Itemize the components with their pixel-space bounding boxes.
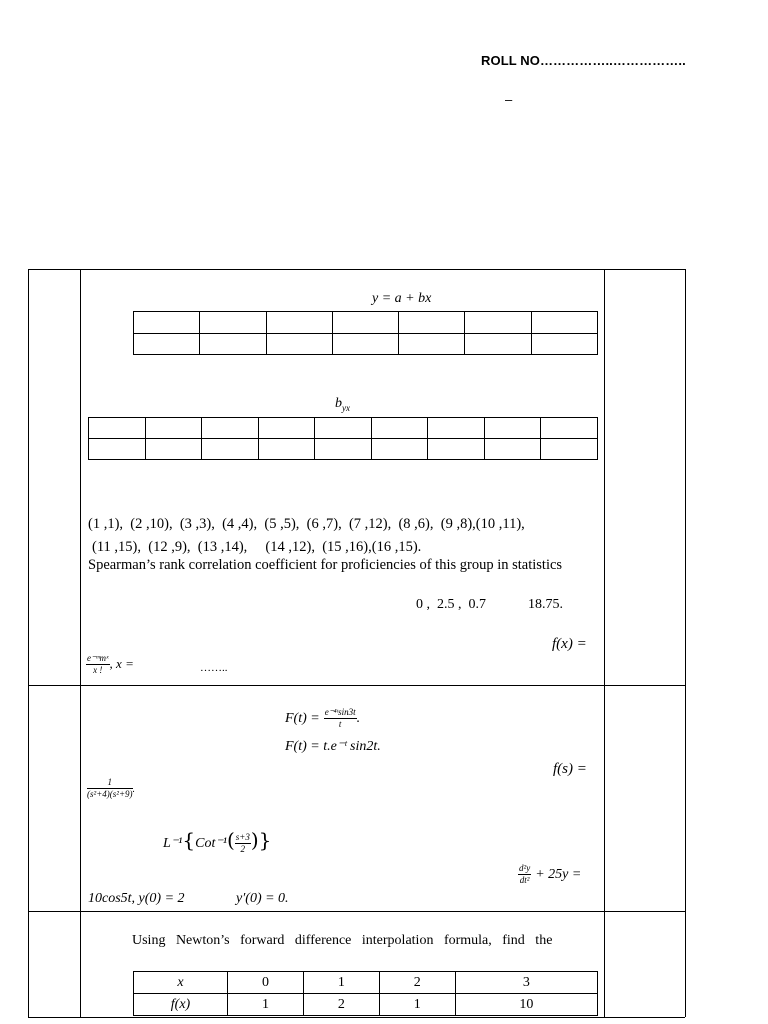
table-cell: 2 [379, 972, 455, 994]
byx-table [88, 417, 598, 460]
Ft-expression-2: F(t) = t.e⁻ᵗ sin2t. [285, 739, 381, 754]
table-row [134, 972, 598, 994]
fx-label: f(x) = [552, 636, 587, 652]
initial-condition-a: 10cos5t, y(0) = 2 [88, 891, 185, 906]
header-dash: – [505, 92, 513, 107]
pairs-line-1: (1 ,1), (2 ,10), (3 ,3), (4 ,4), (5 ,5), (6 ,7), (7 ,12), (8 ,6), (9 ,8),(10 ,11), [88, 516, 525, 532]
initial-condition-b: y′(0) = 0. [236, 891, 289, 906]
byx-label: $b_{yx}$ [335, 396, 350, 413]
table-cell: f(x) [134, 994, 228, 1016]
newton-data-table [133, 971, 598, 1016]
blank-dots: …….. [200, 662, 228, 674]
regression-table [133, 311, 598, 355]
table-cell: 3 [455, 972, 597, 994]
given-values: 0 , 2.5 , 0.7 [416, 597, 486, 612]
table-cell: 1 [303, 972, 379, 994]
Ft-expression-1: F(t) = $\frac{\text{e⁻⁴ᵗsin3t}}{t}$ . [285, 707, 361, 729]
table-cell: 2 [303, 994, 379, 1016]
table-row [134, 333, 598, 355]
table-row [134, 994, 598, 1016]
fs-fraction: $\frac{1}{\text{(s²+4)(s²+9)}}$ . [87, 777, 136, 799]
given-value-2: 18.75. [528, 597, 563, 612]
inverse-laplace-expression: L⁻¹{Cot⁻¹( $\frac{s+3}{2}$ )} [163, 828, 272, 854]
table-cell: 1 [228, 994, 304, 1016]
regression-formula: y = a + bx [372, 291, 432, 306]
table-cell: 0 [228, 972, 304, 994]
table-row [89, 418, 598, 439]
table-cell: 10 [455, 994, 597, 1016]
spearman-text: Spearman’s rank correlation coefficient for proficiencies of this group in statistics [88, 557, 563, 573]
poisson-expression: $\frac{\text{e⁻ᵐmˣ}}{x !}$ , x = [87, 653, 134, 675]
table-row [134, 312, 598, 334]
table-cell: x [134, 972, 228, 994]
fs-label: f(s) = [553, 761, 587, 777]
newton-question-text: Using Newton’s forward difference interpolation formula, find the [132, 933, 553, 948]
table-row [89, 439, 598, 460]
pairs-line-2: (11 ,15), (12 ,9), (13 ,14), (14 ,12), (15 ,16),(16 ,15). [92, 539, 422, 555]
roll-number-label: ROLL NO……………..…………….. [481, 53, 686, 68]
table-cell: 1 [379, 994, 455, 1016]
differential-equation: $\frac{\text{d²y}}{\text{dt²}}$ + 25y = [519, 863, 582, 885]
